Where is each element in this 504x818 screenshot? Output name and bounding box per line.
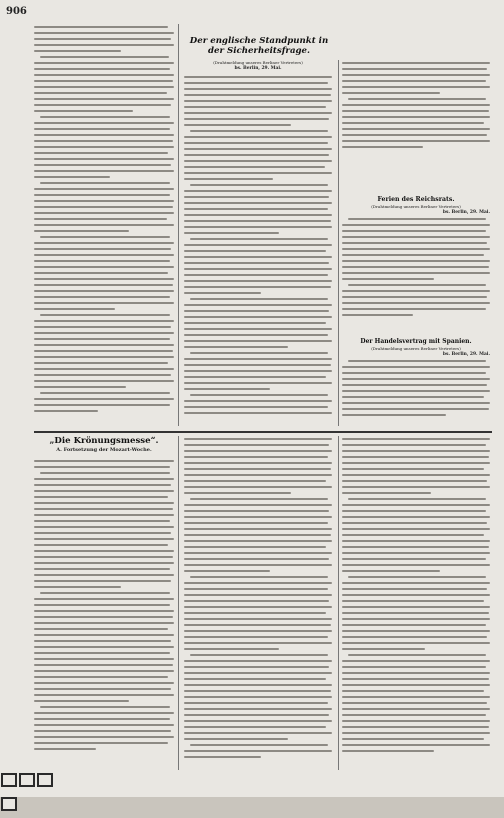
- binding-hole: [37, 773, 53, 787]
- left-column-text: [34, 24, 174, 414]
- article-subhead: (Drahtmeldung unseres Berliner Vertreters): [213, 60, 303, 65]
- section-divider: [34, 431, 492, 433]
- handelsvertrag-article: [342, 338, 490, 428]
- feuilleton-col1: [34, 436, 174, 770]
- feuilleton-subhead: A. Fortsetzung der Mozart-Woche.: [56, 447, 152, 453]
- reichsrat-article: [342, 196, 490, 326]
- headline-handelsvertrag: Der Handelsvertrag mit Spanien.: [360, 338, 472, 345]
- handelsvertrag-dateline: bs. Berlin, 29. Mai.: [442, 352, 490, 357]
- page-number: 906: [6, 6, 27, 17]
- headline-kroenungsmesse: „Die Krönungsmesse“.: [49, 436, 159, 446]
- left-column-article: [34, 24, 174, 424]
- handelsvertrag-subhead: (Drahtmeldung unseres Berliner Vertreters): [371, 346, 461, 351]
- reichsrat-subhead: (Drahtmeldung unseres Berliner Vertreters): [371, 204, 461, 209]
- binding-hole: [1, 773, 17, 787]
- column-divider: [338, 60, 339, 426]
- headline-sicherheitsfrage: Der englische Standpunkt in der Sicherheitsfrage.: [189, 36, 329, 56]
- column-divider: [178, 436, 179, 770]
- binding-hole: [1, 797, 17, 811]
- english-article-body: [184, 60, 332, 426]
- article-dateline: bs. Berlin, 29. Mai.: [234, 66, 282, 71]
- feuilleton-col3: [342, 436, 490, 770]
- right-column-continuation: [342, 60, 490, 160]
- reichsrat-dateline: bs. Berlin, 29. Mai.: [442, 210, 490, 215]
- binding-holes: [0, 770, 70, 797]
- column-divider: [338, 436, 339, 770]
- headline-reichsrat: Ferien des Reichsrats.: [377, 196, 455, 203]
- column-divider: [178, 24, 179, 426]
- binding-hole: [19, 773, 35, 787]
- feuilleton-col2: [184, 436, 332, 770]
